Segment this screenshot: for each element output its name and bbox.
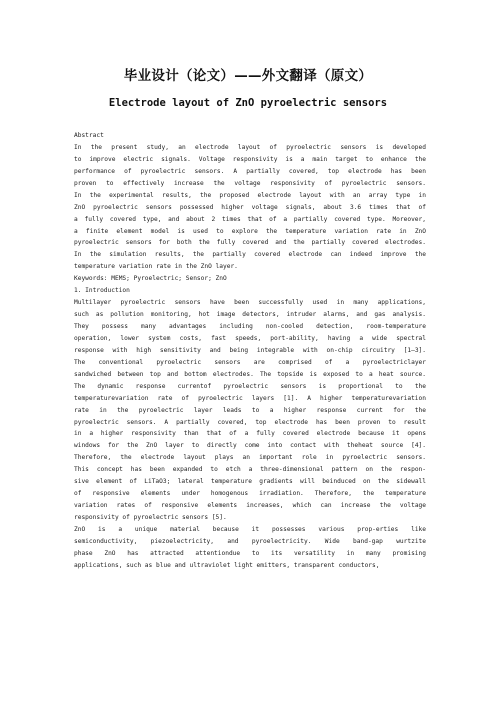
body-line: The conventional pyroelectric sensors are comprised of a pyroelectriclayer [74, 358, 426, 366]
body-line: This concept has been expanded to etch a three-dimensional pattern on the respon- [74, 466, 426, 474]
body-line: In the present study, an electrode layout of pyroelectric sensors is developed [74, 143, 426, 151]
body-line: pyroelectric sensors. A partially covered, top electrode has been proven to result [74, 418, 426, 426]
body-line: Abstract [74, 132, 104, 139]
body-line: operation, lower system costs, fast speeds, port-ability, having a wide spectral [74, 334, 426, 342]
body-line: ZnO is a unique material because it possesses various prop-erties like [74, 525, 426, 533]
body-line: applications, such as blue and ultraviolet light emitters, transparent conductors, [74, 561, 380, 569]
paper-title: Electrode layout of ZnO pyroelectric sensors [108, 97, 388, 109]
body-line: rate in the pyroelectric layer leads to a higher response current for the [74, 406, 426, 414]
body-line: In the experimental results, the proposed electrode layout with an array type in [74, 191, 426, 199]
body-line: a fully covered type, and about 2 times that of a partially covered type. Moreover, [74, 215, 426, 223]
body-line: windows for the ZnO layer to directly come into contact with theheat source [4]. [74, 442, 426, 450]
body-line: such as pollution monitoring, hot image detectors, intruder alarms, and gas analysis. [74, 311, 426, 319]
document-header-cn: 毕业设计（论文）——外文翻译（原文） [123, 68, 373, 84]
body-line: ZnO pyroelectric sensors possessed higher voltage signals, about 3.6 times that of [74, 203, 426, 211]
body-line: temperature variation rate in the ZnO layer. [74, 263, 238, 271]
body-line: phase ZnO has attracted attentiondue to its versatility in many promising [74, 549, 426, 557]
body-line: Multilayer pyroelectric sensors have been successfully used in many applications, [74, 299, 426, 307]
body-line: Keywords: MEMS; Pyroelectric; Sensor; ZnO [74, 275, 227, 283]
body-line: proven to effectively increase the voltage responsivity of pyroelectric sensors. [74, 179, 426, 187]
paper-body [74, 130, 426, 572]
body-line: 1. Introduction [74, 287, 130, 295]
body-line: a finite element model is used to explore the temperature variation rate in ZnO [74, 227, 426, 235]
body-line: to improve electric signals. Voltage responsivity is a main target to enhance the [74, 155, 426, 163]
body-line: Therefore, the electrode layout plays an important role in pyroelectric sensors. [74, 454, 426, 462]
body-line: pyroelectric sensors for both the fully covered and the partially covered electrodes. [74, 239, 426, 247]
body-line: sive element of LiTaO3; lateral temperature gradients will beinduced on the sidewall [74, 478, 426, 486]
body-line: performance of pyroelectric sensors. A partially covered, top electrode has been [74, 167, 426, 175]
body-line: semiconductivity, piezoelectricity, and pyroelectricity. Wide band-gap wurtzite [74, 537, 426, 545]
body-line: responsivity of pyroelectric sensors [5]. [74, 514, 227, 521]
body-line: They possess many advantages including non-cooled detection, room-temperature [74, 323, 426, 330]
body-line: variation rates of responsive elements increases, which can increase the voltage [74, 502, 426, 510]
body-line: temperaturevariation rate of pyroelectric layers [1]. A higher temperaturevariation [74, 394, 426, 402]
body-line: In the simulation results, the partially covered electrode can indeed improve the [74, 251, 426, 259]
body-line: The dynamic response currentof pyroelectric sensors is proportional to the [74, 382, 426, 390]
body-line: of responsive elements under homogenous irradiation. Therefore, the temperature [74, 490, 426, 498]
body-line: sandwiched between top and bottom electrodes. The topside is exposed to a heat source. [74, 370, 426, 378]
body-line: in a higher responsivity than that of a fully covered electrode because it opens [74, 430, 426, 438]
body-line: response with high sensitivity and being integrable with on-chip circuitry [1–3]. [74, 346, 426, 354]
